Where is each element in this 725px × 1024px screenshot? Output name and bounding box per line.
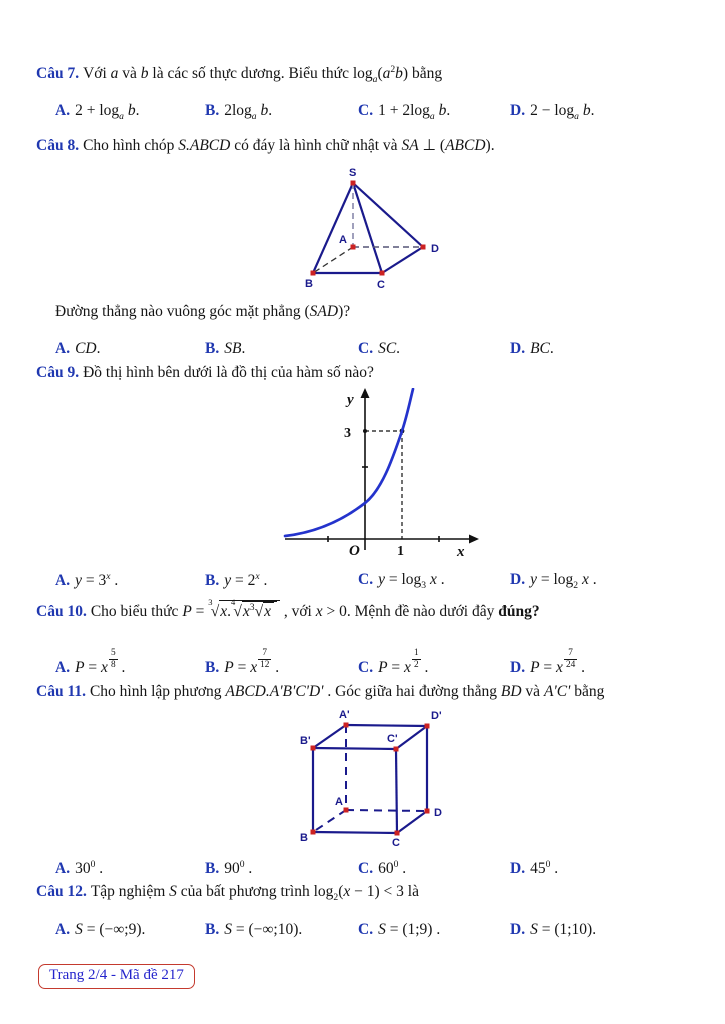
graph-y3-label: 3: [344, 426, 351, 441]
cube-label-b-prime: B': [300, 735, 311, 747]
pyramid-label-d: D: [431, 243, 439, 255]
question-10-heading: [36, 597, 540, 621]
option-letter: D.: [510, 921, 526, 938]
q11-option-b: [205, 859, 252, 878]
q10-option-d: [510, 648, 585, 677]
exponential-graph-figure: [283, 388, 481, 566]
option-letter: A.: [55, 658, 71, 676]
option-text: S = (1;9) .: [378, 921, 441, 938]
option-text: S = (−∞;10).: [224, 921, 303, 938]
x-axis-arrow: [469, 535, 479, 544]
option-letter: C.: [358, 860, 374, 878]
option-letter: D.: [510, 658, 526, 676]
option-letter: C.: [358, 921, 374, 938]
q10-option-a: [55, 648, 125, 677]
option-letter: C.: [358, 658, 374, 676]
option-letter: A.: [55, 921, 71, 938]
option-text: S = (−∞;9).: [75, 921, 146, 938]
option-letter: B.: [205, 102, 220, 119]
exponential-curve: [285, 389, 413, 536]
q12-option-c: [358, 921, 440, 939]
option-letter: D.: [510, 571, 526, 588]
cube-dashed-edges: [313, 725, 427, 832]
question-10-label: Câu 10.: [36, 603, 87, 621]
option-letter: B.: [205, 572, 220, 590]
option-letter: C.: [358, 102, 374, 119]
q7-option-a: [55, 102, 139, 122]
question-10-text: Cho biểu thức $P = ^3√x.^4√x^3√x$ , với x > 0. Mệnh đề nào dưới đây đúng?: [90, 597, 540, 621]
cube-label-d-prime: D': [431, 710, 442, 722]
question-8-heading: [36, 136, 495, 155]
cube-solid-edges: [313, 725, 427, 833]
q8-option-b: [205, 340, 245, 358]
option-text: P = x $\frac{1}{2}$ .: [378, 648, 429, 676]
option-text: $2\log_a$ b.: [224, 102, 273, 123]
option-letter: B.: [205, 860, 220, 878]
cube-label-a: A: [335, 796, 343, 808]
option-text: $y = 2^x$ .: [224, 571, 268, 590]
question-12-text: Tập nghiệm S của bất phương trình $\log_2(x - 1) < 3$ là: [90, 883, 419, 904]
option-letter: D.: [510, 102, 526, 119]
question-9-label: Câu 9.: [36, 364, 80, 381]
option-text: $1 + 2\log_a$ b.: [378, 102, 451, 123]
option-text: $30^0$ .: [75, 859, 104, 878]
graph-axes: [285, 396, 473, 550]
question-7-text: Với a và b là các số thực dương. Biểu thức $\log_a(a^2b)$ bằng: [83, 64, 443, 86]
q8-option-a: [55, 340, 101, 358]
option-text: $y = 3^x$ .: [75, 571, 119, 590]
question-8-subtext: Đường thẳng nào vuông góc mặt phẳng (SAD)?: [55, 303, 351, 320]
option-text: $y = \log_2 x$ .: [530, 571, 597, 592]
question-10-options: [0, 648, 725, 674]
option-text: S = (1;10).: [530, 921, 597, 938]
q7-option-d: [510, 102, 594, 122]
question-8-text: Cho hình chóp S.ABCD có đáy là hình chữ nhật và SA ⊥ (ABCD).: [83, 137, 495, 154]
q9-option-d: [510, 571, 597, 591]
q12-option-a: [55, 921, 145, 939]
option-text: P = x $\frac{7}{12}$ .: [224, 648, 280, 676]
q8-option-c: [358, 340, 400, 358]
option-letter: A.: [55, 340, 71, 357]
question-11-heading: [36, 683, 604, 701]
q9-option-a: [55, 571, 118, 590]
pyramid-label-a: A: [339, 234, 347, 246]
q12-option-b: [205, 921, 302, 939]
option-letter: B.: [205, 658, 220, 676]
pyramid-figure: [285, 163, 445, 297]
q11-option-a: [55, 859, 103, 878]
option-text: $45^0$ .: [530, 859, 559, 878]
option-letter: C.: [358, 571, 374, 588]
q7-option-c: [358, 102, 450, 122]
option-letter: A.: [55, 102, 71, 119]
question-9-text: Đồ thị hình bên dưới là đồ thị của hàm số nào?: [83, 364, 374, 381]
cube-label-c-prime: C': [387, 733, 398, 745]
cube-label-c: C: [392, 837, 400, 849]
q10-option-c: [358, 648, 428, 677]
cube-vertex-dots: [311, 723, 430, 836]
q9-option-c: [358, 571, 445, 591]
option-letter: B.: [205, 340, 220, 357]
graph-x-label: x: [457, 544, 465, 560]
q9-option-b: [205, 571, 267, 590]
q8-option-d: [510, 340, 554, 358]
q11-option-c: [358, 859, 406, 878]
pyramid-solid-edges: [313, 183, 423, 273]
question-8-label: Câu 8.: [36, 137, 80, 154]
cube-label-d: D: [434, 807, 442, 819]
option-text: $y = \log_3 x$ .: [378, 571, 445, 592]
option-text: CD.: [75, 340, 101, 357]
question-7-label: Câu 7.: [36, 65, 80, 83]
question-12-heading: [36, 883, 419, 903]
option-text: $2 - \log_a b$.: [530, 102, 595, 123]
pyramid-label-c: C: [377, 279, 385, 291]
graph-y-label: y: [347, 392, 354, 408]
question-11-text: Cho hình lập phương ABCD.A'B'C'D' . Góc giữa hai đường thẳng BD và A'C' bằng: [89, 683, 605, 700]
q7-option-b: [205, 102, 272, 122]
option-text: SC.: [378, 340, 401, 357]
question-9-heading: [36, 364, 374, 382]
question-11-options: [0, 859, 725, 885]
question-12-options: [0, 921, 725, 947]
question-9-options: [0, 571, 725, 597]
q11-option-d: [510, 859, 558, 878]
q12-option-d: [510, 921, 596, 939]
option-letter: A.: [55, 860, 71, 878]
option-text: P = x $\frac{5}{8}$ .: [75, 648, 126, 676]
option-letter: D.: [510, 340, 526, 357]
question-7-options: [0, 102, 725, 128]
option-letter: D.: [510, 860, 526, 878]
option-text: $60^0$ .: [378, 859, 407, 878]
graph-origin-label: O: [349, 543, 360, 559]
y3-dot: [363, 429, 367, 433]
question-7-heading: [36, 64, 442, 85]
option-letter: C.: [358, 340, 374, 357]
option-letter: A.: [55, 572, 71, 590]
pyramid-label-b: B: [305, 278, 313, 290]
cube-figure: [300, 705, 452, 853]
option-letter: B.: [205, 921, 220, 938]
cube-label-b: B: [300, 832, 308, 844]
pyramid-label-s: S: [349, 167, 357, 179]
q10-option-b: [205, 648, 279, 677]
question-11-label: Câu 11.: [36, 683, 86, 700]
page-number-box: Trang 2/4 - Mã đề 217: [38, 964, 195, 989]
option-text: P = x $\frac{7}{24}$ .: [530, 648, 585, 676]
question-12-label: Câu 12.: [36, 883, 87, 900]
option-text: $90^0$ .: [224, 859, 253, 878]
cube-label-a-prime: A': [339, 709, 350, 721]
option-text: BC.: [530, 340, 554, 357]
question-8-options: [0, 340, 725, 366]
option-text: SB.: [224, 340, 246, 357]
option-text: $2 + \log_a b$.: [75, 102, 140, 123]
graph-x1-label: 1: [397, 544, 404, 559]
y-axis-arrow: [361, 388, 370, 398]
